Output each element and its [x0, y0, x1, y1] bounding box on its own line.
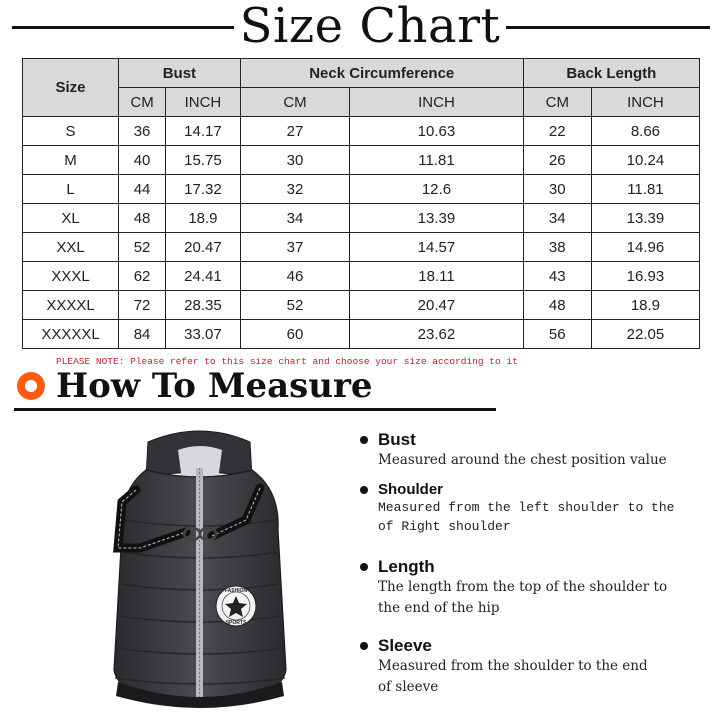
unit-header: INCH — [591, 88, 699, 117]
measure-desc: Measured around the chest position value — [378, 452, 667, 468]
value-cell: 40 — [119, 146, 166, 175]
value-cell: 24.41 — [166, 262, 241, 291]
title-rule-right — [506, 26, 710, 29]
measure-item-length — [360, 557, 700, 619]
value-cell: 72 — [119, 291, 166, 320]
size-cell: XXXL — [23, 262, 119, 291]
value-cell: 14.57 — [350, 233, 523, 262]
value-cell: 15.75 — [166, 146, 241, 175]
unit-header: INCH — [350, 88, 523, 117]
value-cell: 30 — [240, 146, 349, 175]
size-cell: M — [23, 146, 119, 175]
table-row — [23, 146, 700, 175]
value-cell: 18.9 — [591, 291, 699, 320]
value-cell: 48 — [523, 291, 591, 320]
measure-desc: Measured from the left shoulder to the — [378, 500, 675, 515]
value-cell: 30 — [523, 175, 591, 204]
value-cell: 44 — [119, 175, 166, 204]
value-cell: 38 — [523, 233, 591, 262]
size-cell: XXXXL — [23, 291, 119, 320]
value-cell: 14.96 — [591, 233, 699, 262]
measure-item-shoulder — [360, 481, 700, 536]
page-title: Size Chart — [239, 0, 501, 54]
measure-desc: the end of the hip — [378, 600, 500, 616]
value-cell: 14.17 — [166, 117, 241, 146]
size-cell: XXL — [23, 233, 119, 262]
value-cell: 22.05 — [591, 320, 699, 349]
table-body — [23, 117, 700, 349]
value-cell: 60 — [240, 320, 349, 349]
value-cell: 46 — [240, 262, 349, 291]
table-row — [23, 291, 700, 320]
table-row — [23, 233, 700, 262]
size-cell: XL — [23, 204, 119, 233]
title-bar — [0, 0, 720, 56]
measure-item-sleeve — [360, 636, 700, 698]
value-cell: 13.39 — [350, 204, 523, 233]
table-row — [23, 204, 700, 233]
value-cell: 12.6 — [350, 175, 523, 204]
table-row — [23, 175, 700, 204]
value-cell: 28.35 — [166, 291, 241, 320]
value-cell: 18.11 — [350, 262, 523, 291]
value-cell: 23.62 — [350, 320, 523, 349]
value-cell: 11.81 — [591, 175, 699, 204]
unit-header: CM — [523, 88, 591, 117]
value-cell: 43 — [523, 262, 591, 291]
value-cell: 20.47 — [166, 233, 241, 262]
size-header: Size — [23, 59, 119, 117]
group-header-neck: Neck Circumference — [240, 59, 523, 88]
table-row — [23, 262, 700, 291]
value-cell: 13.39 — [591, 204, 699, 233]
value-cell: 62 — [119, 262, 166, 291]
value-cell: 20.47 — [350, 291, 523, 320]
measure-label: Sleeve — [378, 636, 432, 655]
value-cell: 16.93 — [591, 262, 699, 291]
measure-desc: of Right shoulder — [378, 519, 511, 534]
value-cell: 11.81 — [350, 146, 523, 175]
value-cell: 33.07 — [166, 320, 241, 349]
value-cell: 34 — [523, 204, 591, 233]
value-cell: 10.63 — [350, 117, 523, 146]
table-row — [23, 117, 700, 146]
unit-header: INCH — [166, 88, 241, 117]
bullet-icon — [360, 563, 368, 571]
value-cell: 48 — [119, 204, 166, 233]
patch-text-top: FASHION — [224, 588, 248, 594]
value-cell: 52 — [119, 233, 166, 262]
unit-header: CM — [119, 88, 166, 117]
measure-item-bust — [360, 430, 700, 471]
group-header-bust: Bust — [119, 59, 241, 88]
value-cell: 27 — [240, 117, 349, 146]
value-cell: 52 — [240, 291, 349, 320]
size-table — [22, 58, 700, 349]
size-cell: S — [23, 117, 119, 146]
value-cell: 17.32 — [166, 175, 241, 204]
bullet-icon — [360, 436, 368, 444]
value-cell: 22 — [523, 117, 591, 146]
value-cell: 37 — [240, 233, 349, 262]
section-rule — [14, 408, 496, 411]
size-cell: L — [23, 175, 119, 204]
table-units-row — [23, 88, 700, 117]
measure-label: Shoulder — [378, 481, 444, 498]
value-cell: 56 — [523, 320, 591, 349]
vest-image — [100, 420, 300, 710]
value-cell: 32 — [240, 175, 349, 204]
value-cell: 34 — [240, 204, 349, 233]
bullet-icon — [360, 642, 368, 650]
value-cell: 26 — [523, 146, 591, 175]
patch-text-bottom: SPORTS — [225, 620, 247, 626]
measure-desc: Measured from the shoulder to the end — [378, 658, 648, 674]
bullet-icon — [360, 486, 368, 494]
value-cell: 10.24 — [591, 146, 699, 175]
value-cell: 36 — [119, 117, 166, 146]
measure-label: Length — [378, 557, 435, 576]
value-cell: 18.9 — [166, 204, 241, 233]
title-rule-left — [12, 26, 234, 29]
group-header-back: Back Length — [523, 59, 699, 88]
size-cell: XXXXXL — [23, 320, 119, 349]
value-cell: 84 — [119, 320, 166, 349]
measure-desc: of sleeve — [378, 679, 439, 695]
size-note: PLEASE NOTE: Please refer to this size chart and choose your size according to it — [56, 356, 518, 367]
measure-desc: The length from the top of the shoulder to — [378, 579, 668, 595]
table-row — [23, 320, 700, 349]
table-header-row — [23, 59, 700, 88]
section-title: How To Measure — [56, 366, 373, 406]
value-cell: 8.66 — [591, 117, 699, 146]
target-icon — [17, 372, 45, 400]
measure-label: Bust — [378, 430, 416, 449]
unit-header: CM — [240, 88, 349, 117]
